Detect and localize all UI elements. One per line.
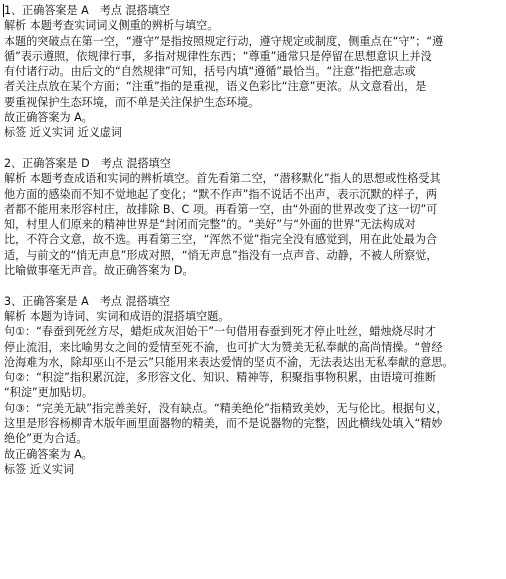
question-1-answer: 故正确答案为 A。 [4,111,93,125]
question-3-header: 3、正确答案是 A 考点 混搭填空 [4,294,170,308]
question-3-line: 句①：“春蚕到死丝方尽，蜡炬成灰泪始干”一句借用春蚕到死才停止吐丝，蜡烛烧尽时才 [4,325,436,339]
question-1-line: 循”表示遵照，依规律行事，多指对规律性东西；“尊重”通常只是停留在思想意识上并没 [4,49,432,63]
question-2-line: 适，与前文的“悄无声息”形成对照，“悄无声息”指没有一点声音、动静，不被人所察觉， [4,248,438,262]
question-3-line: 句③：“完美无缺”指完善美好，没有缺点。“精美绝伦”指精致美妙，无与伦比。根据句义， [4,401,448,415]
question-1-line: 要重视保护生态环境，而不单是关注保护生态环境。 [4,95,260,109]
spacer [4,278,502,293]
question-3-line: 句②：“积淀”指积累沉淀，多形容文化、知识、精神等，积聚指事物积累，由语境可推断 [4,371,436,385]
question-3-line: “积淀”更加贴切。 [4,386,94,400]
question-1-line: 本题的突破点在第一空，“遵守”是指按照规定行动，遵守规定或制度，侧重点在“守”；“遵 [4,34,444,48]
question-2-line: 者都不能用来形容村庄，故排除 B、C 项。再看第一空，由“外面的世界改变了这一切”可 [4,202,438,216]
question-1-line: 者关注点放在某个方面；“注重”指的是重视，语义色彩比“注意”更浓。从文意看出，是 [4,80,427,94]
question-3-line: 解析 本题为诗词、实词和成语的混搭填空题。 [4,309,230,323]
question-2-answer: 比喻做事毫无声音。故正确答案为 D。 [4,264,194,278]
question-3-line: 沧海难为水，除却巫山不是云”只能用来表达爱情的坚贞不渝，无法表达出无私奉献的意思。 [4,355,454,369]
question-2-line: 解析 本题考查成语和实词的辨析填空。首先看第二空，“潜移默化”指人的思想或性格受其 [4,172,441,186]
question-1-header: 1、正确答案是 A 考点 混搭填空 [4,4,170,17]
question-3-answer: 故正确答案为 A。 [4,447,93,461]
question-2-line: 他方面的感染而不知不觉地起了变化；“默不作声”指不说话不出声，表示沉默的样子，两 [4,187,438,201]
question-3-tags: 标签 近义实词 [4,462,75,476]
question-1-tags: 标签 近义实词 近义虚词 [4,126,122,140]
question-3-line: 停止流泪，来比喻男女之间的爱情至死不渝，也可扩大为赞美无私奉献的高尚情操。“曾经 [4,340,443,354]
question-2-header: 2、正确答案是 D 考点 混搭填空 [4,156,171,170]
text-cursor [3,4,4,17]
question-1-line: 解析 本题考查实词词义侧重的辨析与填空。 [4,19,219,33]
question-1-line: 有付诸行动。由后文的“自然规律”可知，括号内填“遵循”最恰当。“注意”指把意志或 [4,65,416,79]
question-block-3 [4,294,502,478]
question-block-2 [4,156,502,278]
spacer [4,141,502,156]
question-2-line: 知，村里人们原来的精神世界是“封闭而完整”的。“美好”与“外面的世界”无法构成对 [4,218,416,232]
question-2-line: 比，不符合文意，故不选。再看第三空，“浑然不觉”指完全没有感觉到，用在此处最为合 [4,233,438,247]
question-3-line: 绝伦”更为合适。 [4,432,88,446]
question-3-line: 这里是形容杨柳青木版年画里面器物的精美，而不是说器物的完整，因此横线处填入“精妙 [4,417,443,431]
question-block-1 [4,3,502,141]
